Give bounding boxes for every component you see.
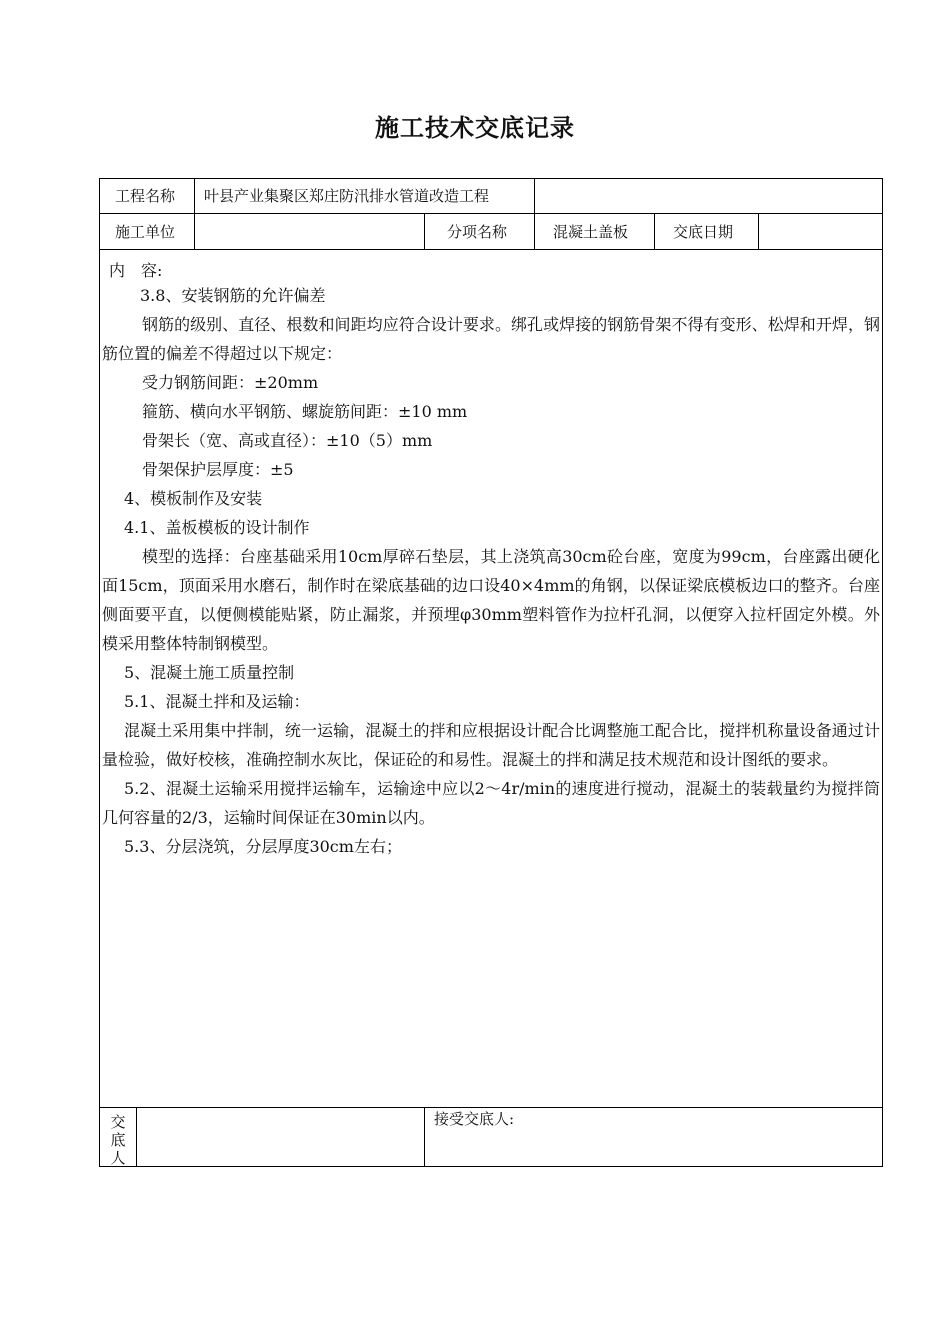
content-line: 4.1、盖板模板的设计制作: [124, 518, 310, 537]
row-divider: [100, 213, 882, 214]
content-paragraph: 钢筋的级别、直径、根数和间距均应符合设计要求。绑孔或焊接的钢筋骨架不得有变形、松焊和开焊，钢筋位置的偏差不得超过以下规定：: [102, 315, 880, 363]
content-line: 骨架长（宽、高或直径）：±10（5）mm: [142, 431, 433, 450]
content-line: 4、模板制作及安装: [124, 489, 263, 508]
project-name-value[interactable]: 叶县产业集聚区郑庄防汛排水管道改造工程: [204, 187, 490, 205]
content-label: 内 容:: [109, 261, 163, 280]
giver-label-char: 交: [110, 1113, 126, 1131]
disclosure-giver-signature[interactable]: [138, 1109, 422, 1164]
column-divider: [424, 1107, 425, 1166]
project-name-label: 工程名称: [115, 187, 176, 205]
giver-label-char: 底: [110, 1131, 126, 1149]
giver-label-char: 人: [110, 1149, 126, 1167]
sub-item-value[interactable]: 混凝土盖板: [553, 223, 629, 241]
content-line: 5.1、混凝土拌和及运输：: [124, 692, 310, 711]
column-divider: [534, 213, 535, 249]
content-line: 骨架保护层厚度：±5: [142, 460, 294, 479]
content-line: 5、混凝土施工质量控制: [124, 663, 295, 682]
column-divider: [758, 213, 759, 249]
date-label: 交底日期: [673, 223, 734, 241]
column-divider: [654, 213, 655, 249]
column-divider: [194, 179, 195, 249]
column-divider: [424, 213, 425, 249]
content-body: [102, 261, 880, 861]
content-paragraph: 5.2、混凝土运输采用搅拌运输车，运输途中应以2～4r/min的速度进行搅动，混凝土的装载量约为搅拌筒几何容量的2/3，运输时间保证在30min以内。: [102, 779, 880, 827]
disclosure-receiver-signature[interactable]: [530, 1109, 870, 1164]
content-line: 箍筋、横向水平钢筋、螺旋筋间距：±10 mm: [142, 402, 468, 421]
content-line: 受力钢筋间距：±20mm: [142, 373, 319, 392]
row-divider: [100, 249, 882, 250]
content-paragraph: 模型的选择：台座基础采用10cm厚碎石垫层，其上浇筑高30cm砼台座，宽度为99cm，台座露出硬化面15cm，顶面采用水磨石，制作时在梁底基础的边口设40×4mm的角钢，以保证梁底模板边口的整齐。台座侧面要平直，以便侧模能贴紧，防止漏浆，并预埋φ30mm塑料管作为拉杆孔洞，以便穿入拉杆固定外模。外模采用整体特制钢模型。: [102, 547, 880, 653]
content-paragraph: 混凝土采用集中拌制，统一运输，混凝土的拌和应根据设计配合比调整施工配合比，搅拌机称量设备通过计量检验，做好校核，准确控制水灰比，保证砼的和易性。混凝土的拌和满足技术规范和设计图纸的要求。: [102, 721, 880, 769]
column-divider: [534, 179, 535, 213]
document-title: 施工技术交底记录: [375, 113, 575, 142]
content-line: 5.3、分层浇筑，分层厚度30cm左右；: [124, 837, 402, 856]
disclosure-form: [99, 178, 883, 1167]
disclosure-receiver-label: 接受交底人:: [434, 1110, 515, 1128]
content-line: 3.8、安装钢筋的允许偏差: [140, 286, 326, 305]
column-divider: [136, 1107, 137, 1166]
row-divider: [100, 1107, 882, 1108]
construction-unit-label: 施工单位: [115, 223, 176, 241]
sub-item-label: 分项名称: [447, 223, 508, 241]
disclosure-giver-label: [100, 1113, 136, 1167]
